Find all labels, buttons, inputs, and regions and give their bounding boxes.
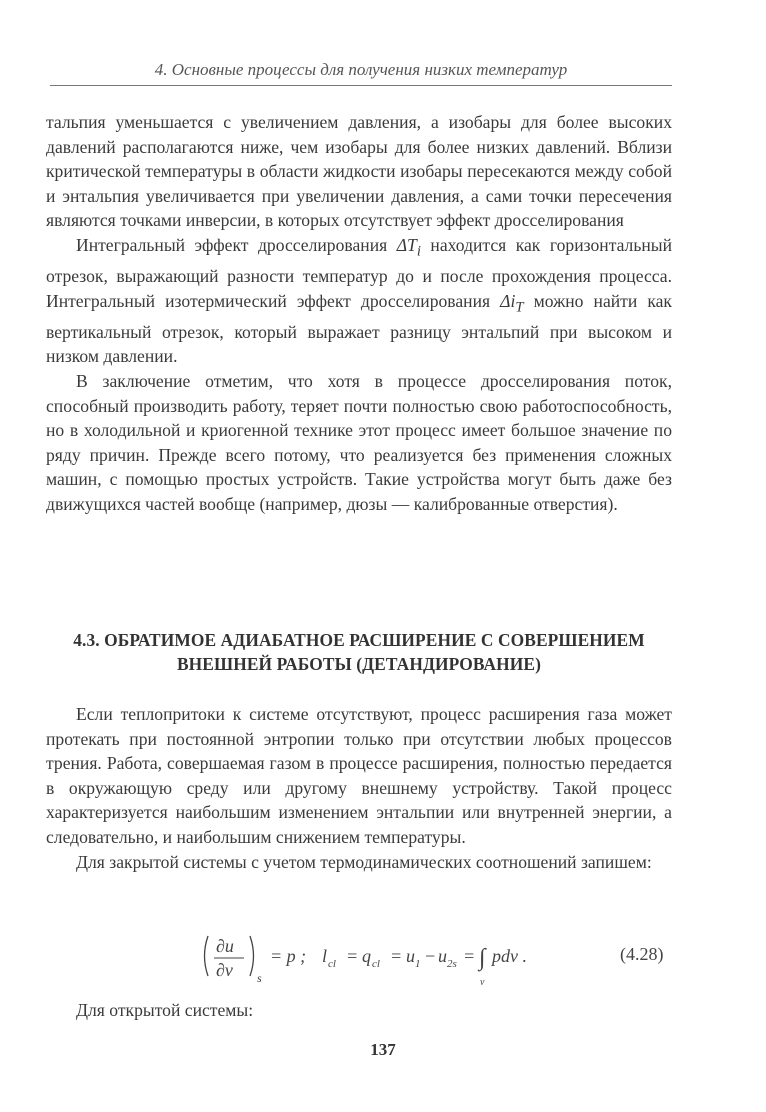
paragraph-text: можно найти как вертикальный отрезок, который выражает разницу энтальпий при высоком и низком давлении. [46,290,672,367]
energy-u1: u [406,946,415,966]
paragraph: тальпия уменьшается с увеличением давления, а изобары для более высоких давлений располагаются ниже, чем изобары для более низких давлений. Вблизи критической температуры в области жидкости изобары пересекаются между собой и энтальпия увеличивается при увеличении давления, а сами точки пересечения являются точками инверсии, в которых отсутствует эффект дросселирования [46,112,672,231]
left-paren [205,936,209,976]
running-header: 4. Основные процессы для получения низких температур [154,60,568,79]
body-text-top [46,110,672,517]
energy-u2: u [438,946,447,966]
paragraph [46,233,672,369]
paragraph-text: находится как горизонтальный отрезок, выражающий разности температур до и после прохождения процесса. Интегральный изотермический эффект дросселирования [46,234,673,311]
subscript-2s: 2s [447,958,457,970]
equals-sign: = [346,946,359,966]
body-text-bottom [46,702,672,874]
paragraph: В заключение отметим, что хотя в процессе дросселирования поток, способный производить работу, теряет почти полностью свою работоспособность, но в холодильной и криогенной технике этот процесс имеет большое значение по ряду причин. Прежде всего потому, что реализуется без применения сложных машин, с помощью простых устройств. Такие устройства могут быть даже без движущихся частей вообще (например, дюзы — калиброванные отверстия). [46,370,672,514]
header-rule [50,85,672,86]
section-heading-line: ВНЕШНЕЙ РАБОТЫ (ДЕТАНДИРОВАНИЕ) [176,654,542,674]
body-text-end [46,998,672,1023]
integral-lower-limit: v [480,977,485,988]
heat-q: q [362,946,371,966]
equation-4-28 [200,930,680,990]
integral-sign: ∫ [479,945,486,971]
work-l: l [322,946,328,966]
equation-number: (4.28) [620,944,664,964]
equals-p: = p ; [270,946,307,966]
subscript-cl: cl [372,958,380,970]
fraction-numerator: ∂u [216,936,234,956]
symbol-subscript: i [416,243,421,260]
equals-sign: = [463,946,476,966]
section-heading [46,628,672,676]
paragraph: Для закрытой системы с учетом термодинамических соотношений запишем: [76,851,652,872]
subscript-s: s [257,971,262,985]
right-paren [250,936,254,976]
page-number: 137 [370,1040,396,1059]
symbol-text: ΔT [396,234,417,255]
paragraph-text: Интегральный эффект дросселирования [76,234,388,255]
paragraph: Для открытой системы: [76,1000,254,1020]
section-heading-line: 4.3. ОБРАТИМОЕ АДИАБАТНОЕ РАСШИРЕНИЕ С СОВЕРШЕНИЕМ [73,630,645,650]
subscript-cl: cl [328,958,336,970]
symbol-text: Δi [500,290,516,311]
subscript-1: 1 [415,958,421,970]
minus-sign: − [424,946,437,966]
delta-i-symbol [500,290,524,316]
delta-t-symbol [396,234,421,260]
fraction-denominator: ∂v [216,960,233,980]
equation-graphic [200,930,620,990]
equals-sign: = [390,946,403,966]
paragraph: Если теплопритоки к системе отсутствуют, процесс расширения газа может протекать при постоянной энтропии только при отсутствии любых процессов трения. Работа, совершаемая газом в процессе расширения, полностью передается в окружающую среду или другому внешнему устройству. Такой процесс характеризуется наибольшим изменением энтальпии или внутренней энергии, а следовательно, и наибольшим снижением температуры. [46,704,672,847]
pdv-term: pdv . [492,946,527,966]
symbol-subscript: T [515,299,524,316]
